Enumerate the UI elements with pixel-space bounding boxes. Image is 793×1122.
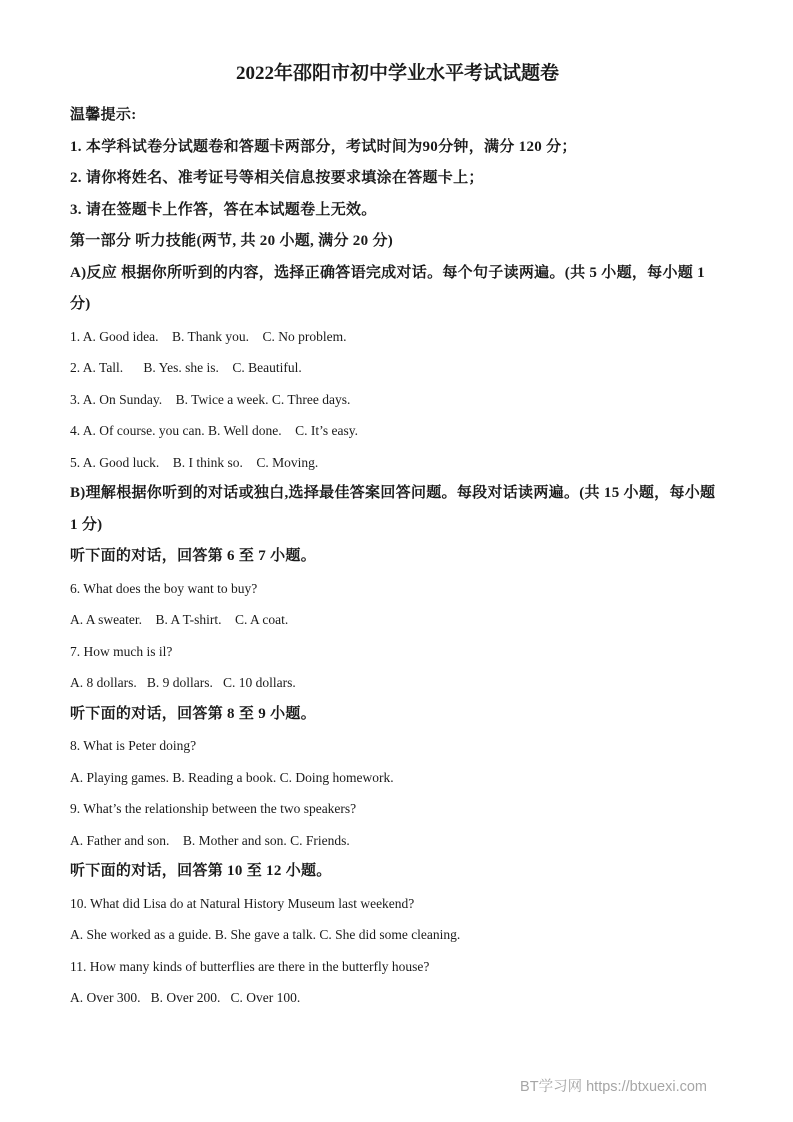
options-line-q3: 3. A. On Sunday. B. Twice a week. C. Three days. <box>70 391 351 407</box>
notice-item-2: 2. 请你将姓名、准考证号等相关信息按要求填涂在答题卡上； <box>70 170 484 186</box>
instruction-section-a: A)反应 根据你所听到的内容，选择正确答语完成对话。每个句子读两遍。(共 5 小题，每小题 1 分) <box>70 264 705 312</box>
options-line-q7: A. 8 dollars. B. 9 dollars. C. 10 dollars. <box>70 675 296 690</box>
options-line-q9: A. Father and son. B. Mother and son. C. Friends. <box>70 832 350 848</box>
dialog-cue-q8-9: 听下面的对话，回答第 8 至 9 小题。 <box>70 705 317 722</box>
question-line-q6: 6. What does the boy want to buy? <box>70 580 258 596</box>
question-line-q7: 7. How much is il? <box>70 643 173 659</box>
options-line-q8: A. Playing games. B. Reading a book. C. Doing homework. <box>70 769 394 785</box>
watermark-site-link: BT学习网 https://btxuexi.com <box>520 1079 707 1095</box>
dialog-cue-q6-7: 听下面的对话，回答第 6 至 7 小题。 <box>70 548 317 564</box>
question-line-q8: 8. What is Peter doing? <box>70 738 197 753</box>
instruction-section-b: B)理解根据你听到的对话或独白,选择最佳答案回答问题。每段对话读两遍。(共 15 小题，每小题 1 分) <box>70 485 716 533</box>
question-line-q10: 10. What did Lisa do at Natural History Museum last weekend? <box>70 895 415 911</box>
options-line-q2: 2. A. Tall. B. Yes. she is. C. Beautiful. <box>70 360 302 375</box>
options-line-q10: A. She worked as a guide. B. She gave a talk. C. She did some cleaning. <box>70 927 461 942</box>
page-title: 2022年邵阳市初中学业水平考试试题卷 <box>235 63 559 84</box>
options-line-q11: A. Over 300. B. Over 200. C. Over 100. <box>70 990 301 1005</box>
question-line-q11: 11. How many kinds of butterflies are there in the butterfly house? <box>70 958 430 974</box>
dialog-cue-q10-12: 听下面的对话，回答第 10 至 12 小题。 <box>70 863 332 879</box>
options-line-q1: 1. A. Good idea. B. Thank you. C. No problem. <box>70 328 347 344</box>
options-line-q6: A. A sweater. B. A T-shirt. C. A coat. <box>70 612 289 627</box>
notice-item-3: 3. 请在签题卡上作答，答在本试题卷上无效。 <box>70 201 377 218</box>
question-line-q9: 9. What’s the relationship between the two speakers? <box>70 801 357 816</box>
section-heading-part1: 第一部分 听力技能(两节, 共 20 小题, 满分 20 分) <box>70 233 394 249</box>
notice-item-1: 1. 本学科试卷分试题卷和答题卡两部分，考试时间为90分钟，满分 120 分； <box>70 138 577 155</box>
options-line-q4: 4. A. Of course. you can. B. Well done. C. It’s easy. <box>70 423 358 438</box>
options-line-q5: 5. A. Good luck. B. I think so. C. Moving. <box>70 454 319 470</box>
notice-heading: 温馨提示: <box>70 107 137 123</box>
